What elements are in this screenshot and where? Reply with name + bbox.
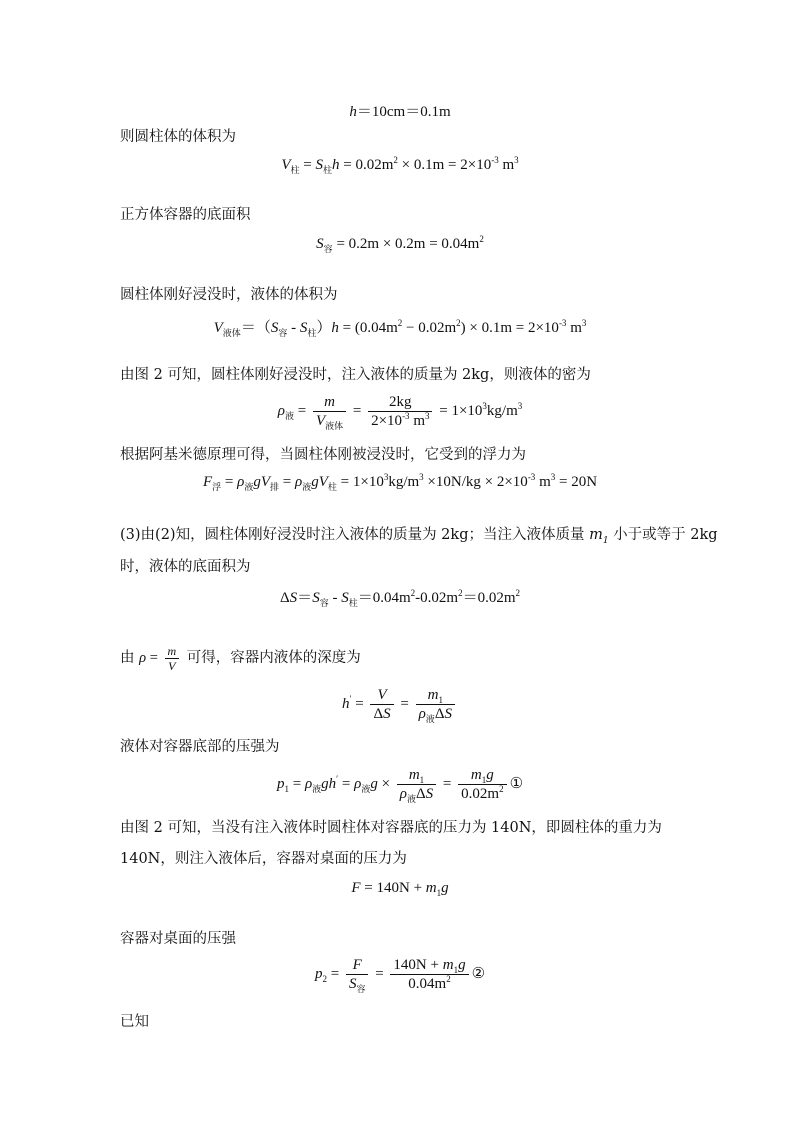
equation-force: $F = 140N + m_1g$ [351, 880, 449, 898]
equation-liquid-area: $\Delta S=S_容 - S_柱=0.04m^2-0.02m^2=0.02m^2$ [280, 588, 520, 608]
equation-buoyancy: $F_浮 = \rho_液gV_排 = \rho_液gV_柱 = 1\times 10^3kg/m^3 \times 10N/kg \times 2\times 10^{-3}$ $m^3 = 20N$ [202, 472, 598, 492]
equation-height: h＝10cm＝0.1m [349, 104, 451, 120]
text-line: 140N，则注入液体后，容器对桌面的压力为 [120, 851, 407, 867]
text-line: 由图 2 可知，当没有注入液体时圆柱体对容器底的压力为 140N，即圆柱体的重力为 [120, 820, 662, 836]
text-line: 正方体容器的底面积 [120, 207, 251, 223]
equation-depth: h′ = $\frac{V}{\Delta S}$ = $\frac{m_1}{\rho_液\Delta S}$ [0, 686, 800, 723]
equation-pressure-1: $p_1 = \rho_液gh' = \rho_液g$ × $\frac{m_1}{\rho_液\Delta S}$ = $\frac{m_1g}{0.02m^2}$ ① [276, 767, 524, 804]
text-line: 由 ρ = $\frac{m}{V}$ 可得，容器内液体的深度为 [120, 644, 361, 673]
equation-cylinder-volume: $V_柱 = S_柱h = 0.02m^2 \times 0.1m = 2\times 10^{-3}$ $m^3$ [281, 155, 519, 175]
equation-pressure-2: $p_2$ = $\frac{F}{S_容}$ = $\frac{140N + m_1g}{0.04m^2}$ ② [314, 957, 486, 994]
text-line: 圆柱体刚好浸没时，液体的体积为 [120, 287, 338, 303]
text-line: 则圆柱体的体积为 [120, 129, 236, 145]
text-line: 根据阿基米德原理可得，当圆柱体刚被浸没时，它受到的浮力为 [120, 447, 526, 463]
text-line: 时，液体的底面积为 [120, 559, 251, 575]
text-line: 容器对桌面的压强 [120, 931, 236, 947]
text-line: 已知 [120, 1014, 149, 1030]
text-line: (3)由(2)知，圆柱体刚好浸没时注入液体的质量为 2kg；当注入液体质量 $m_1$ 小于或等于 2kg [120, 527, 718, 546]
text-line: 由图 2 可知，圆柱体刚好浸没时，注入液体的质量为 2kg，则液体的密为 [120, 367, 591, 383]
equation-density: $\rho_液$ = $\frac{m}{V_{液体}}$ = $\frac{2kg}{2\times 10^{-3} m^3}$ = $1\times 10^3kg/m^3$ [277, 394, 523, 431]
text-line: 液体对容器底部的压强为 [120, 739, 280, 755]
equation-liquid-volume: $V_{液体}=(S_容 - S_柱)h = (0.04m^2 - 0.02m^2) \times 0.1m = 2\times 10^{-3}$ $m^3$ [213, 318, 587, 338]
equation-container-area: $S_容 = 0.2m \times 0.2m = 0.04m^2$ [316, 234, 484, 254]
